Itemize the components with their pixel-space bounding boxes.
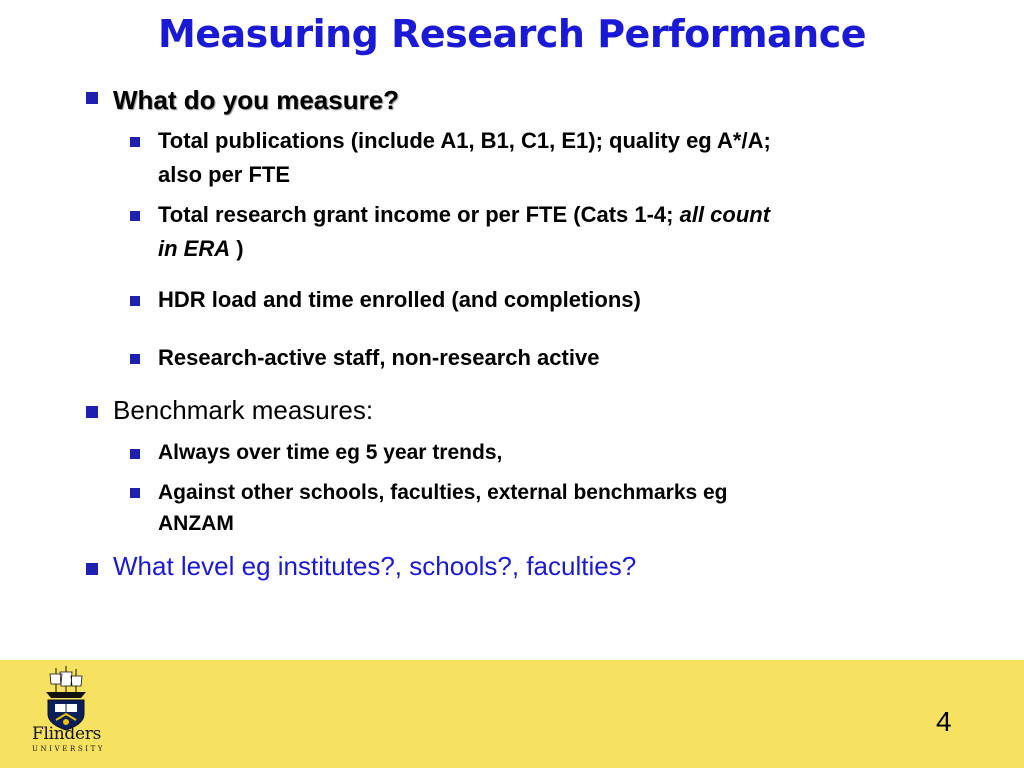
grant-income-italic: all count [679,202,771,227]
flinders-logo-wordmark: Flinders [32,724,102,744]
grant-income-era: in ERA [158,236,231,261]
bullet-benchmark-measures: Benchmark measures: [113,395,374,425]
sub-always-over-time: Always over time eg 5 year trends, [158,441,503,464]
grant-income-text: Total research grant income or per FTE (Cats 1-4; [158,202,680,227]
footer-band [0,660,1024,768]
bullet-square-icon [130,137,140,147]
bullet-square-icon [86,563,98,575]
flinders-logo-subtitle: UNIVERSITY [32,745,106,753]
bullet-what-level: What level eg institutes?, schools?, faculties? [113,551,637,581]
bullet-square-icon [130,354,140,364]
sub-total-publications-line2: also per FTE [158,162,291,187]
sub-grant-income-line2 [158,232,244,266]
bullet-what-to-measure: What do you measure? [113,85,400,115]
bullet-square-icon [86,406,98,418]
bullet-square-icon [130,488,140,498]
grant-income-close: ) [230,236,244,261]
bullet-square-icon [130,296,140,306]
slide-title: Measuring Research Performance [157,12,867,56]
page-number: 4 [936,706,952,737]
bullet-square-icon [130,449,140,459]
bullet-square-icon [130,211,140,221]
sub-grant-income-line1 [158,198,770,232]
sub-total-publications-line1: Total publications (include A1, B1, C1, E1); quality eg A*/A; [158,128,771,153]
bullet-square-icon [86,92,98,104]
sub-research-active-staff: Research-active staff, non-research active [158,345,600,370]
sub-hdr-load: HDR load and time enrolled (and completions) [158,287,641,312]
sub-against-other-schools-line1: Against other schools, faculties, external benchmarks eg [158,481,728,504]
sub-against-other-schools-line2: ANZAM [158,512,234,535]
